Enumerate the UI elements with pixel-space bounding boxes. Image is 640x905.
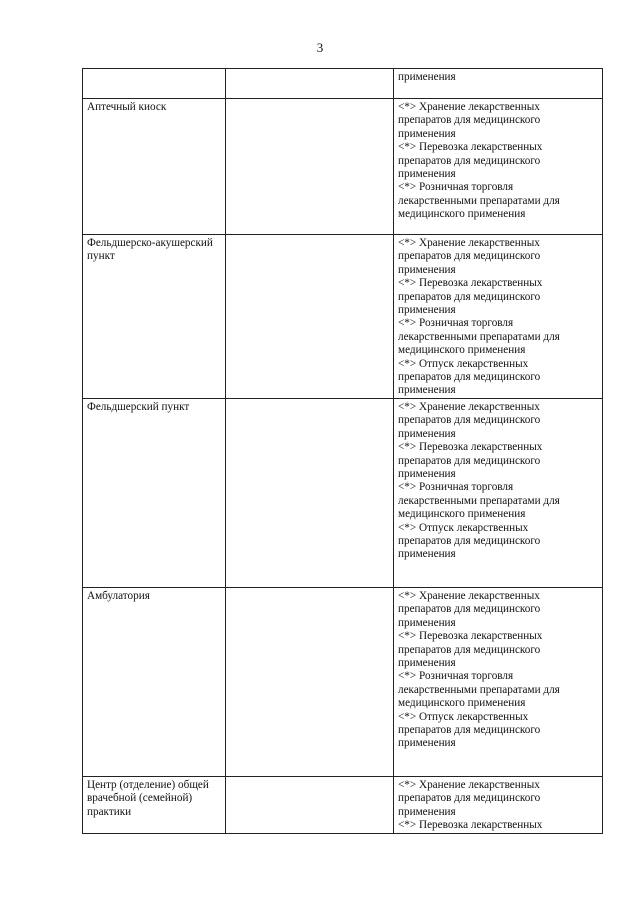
empty-middle-cell [226, 398, 394, 587]
empty-middle-cell [226, 776, 394, 833]
activity-line: <*> Хранение лекарственных [398, 237, 540, 249]
facility-type-line: пункт [87, 250, 115, 263]
facility-type-cell [83, 69, 226, 99]
activity-line: препаратов для медицинского [398, 534, 541, 547]
activity-line: <*> Розничная торговля [398, 317, 514, 330]
document-table [82, 68, 603, 834]
activity-line: <*> Хранение лекарственных [398, 778, 540, 791]
empty-middle-cell [226, 69, 394, 99]
activity-line: медицинского применения [398, 208, 526, 221]
activity-list-cell [394, 69, 603, 99]
facility-type-cell [83, 587, 226, 776]
activity-line: <*> Отпуск лекарственных [398, 357, 529, 370]
empty-middle-cell [226, 235, 394, 399]
facility-type-line: Аптечный киоск [87, 101, 167, 113]
activity-line: препаратов для медицинского [398, 454, 541, 467]
activity-line: применения [398, 127, 456, 140]
activity-line: применения [398, 805, 456, 818]
activity-line: препаратов для медицинского [398, 792, 541, 805]
activity-list-cell [394, 398, 603, 587]
activity-line: препаратов для медицинского [398, 290, 541, 303]
facility-type-cell [83, 235, 226, 399]
facility-type-line: Фельдшерский пункт [87, 400, 190, 413]
facility-type-line: практики [87, 805, 132, 818]
activity-line: препаратов для медицинского [398, 371, 541, 384]
facility-type-cell [83, 776, 226, 833]
facility-type-cell [83, 99, 226, 235]
activity-list-cell [394, 235, 603, 399]
activity-line: медицинского применения [398, 697, 526, 710]
activity-line: применения [398, 467, 456, 480]
activity-line: применения [398, 168, 456, 181]
activity-line: <*> Розничная торговля [398, 670, 514, 683]
activity-line: применения [398, 384, 456, 397]
facility-type-line: врачебной (семейной) [87, 792, 193, 805]
activity-list-cell [394, 587, 603, 776]
activity-line: <*> Розничная торговля [398, 181, 514, 194]
activity-line: препаратов для медицинского [398, 603, 541, 616]
table-row [83, 398, 603, 587]
page-number: 3 [316, 40, 324, 55]
activity-line: <*> Розничная торговля [398, 481, 514, 494]
activity-line: применения [398, 263, 456, 276]
activity-line: лекарственными препаратами для [398, 330, 560, 343]
activity-line: применения [398, 71, 456, 83]
activity-line: лекарственными препаратами для [398, 683, 560, 696]
empty-middle-cell [226, 99, 394, 235]
activity-line: препаратов для медицинского [398, 643, 541, 656]
activity-line: <*> Хранение лекарственных [398, 101, 540, 113]
activity-line: препаратов для медицинского [398, 114, 541, 127]
activity-line: <*> Отпуск лекарственных [398, 710, 529, 723]
table-row [83, 587, 603, 776]
activity-line: <*> Перевозка лекарственных [398, 630, 543, 643]
facility-type-line: Центр (отделение) общей [87, 778, 209, 791]
facility-type-line: Фельдшерско-акушерский [87, 237, 213, 249]
activity-list-cell [394, 99, 603, 235]
activity-line: <*> Хранение лекарственных [398, 400, 540, 413]
table-row [83, 776, 603, 833]
activity-line: применения [398, 656, 456, 669]
facility-type-cell [83, 398, 226, 587]
activity-line: <*> Перевозка лекарственных [398, 141, 543, 154]
activity-line: препаратов для медицинского [398, 414, 541, 427]
activity-line: лекарственными препаратами для [398, 494, 560, 507]
activity-line: <*> Перевозка лекарственных [398, 819, 543, 832]
activity-line: <*> Хранение лекарственных [398, 589, 540, 602]
empty-middle-cell [226, 587, 394, 776]
activity-line: применения [398, 737, 456, 750]
activity-line: применения [398, 548, 456, 561]
activity-line: медицинского применения [398, 344, 526, 357]
activity-line: лекарственными препаратами для [398, 194, 560, 207]
activity-line: медицинского применения [398, 508, 526, 521]
activity-line: применения [398, 427, 456, 440]
table-row [83, 235, 603, 399]
table-row [83, 99, 603, 235]
activity-line: препаратов для медицинского [398, 154, 541, 167]
activity-line: препаратов для медицинского [398, 723, 541, 736]
facility-type-line: Амбулатория [87, 589, 150, 602]
activity-line: препаратов для медицинского [398, 250, 541, 263]
activity-line: применения [398, 304, 456, 317]
activity-line: <*> Перевозка лекарственных [398, 277, 543, 290]
activity-list-cell [394, 776, 603, 833]
table-row [83, 69, 603, 99]
activity-line: применения [398, 616, 456, 629]
activity-line: <*> Перевозка лекарственных [398, 441, 543, 454]
activity-line: <*> Отпуск лекарственных [398, 521, 529, 534]
